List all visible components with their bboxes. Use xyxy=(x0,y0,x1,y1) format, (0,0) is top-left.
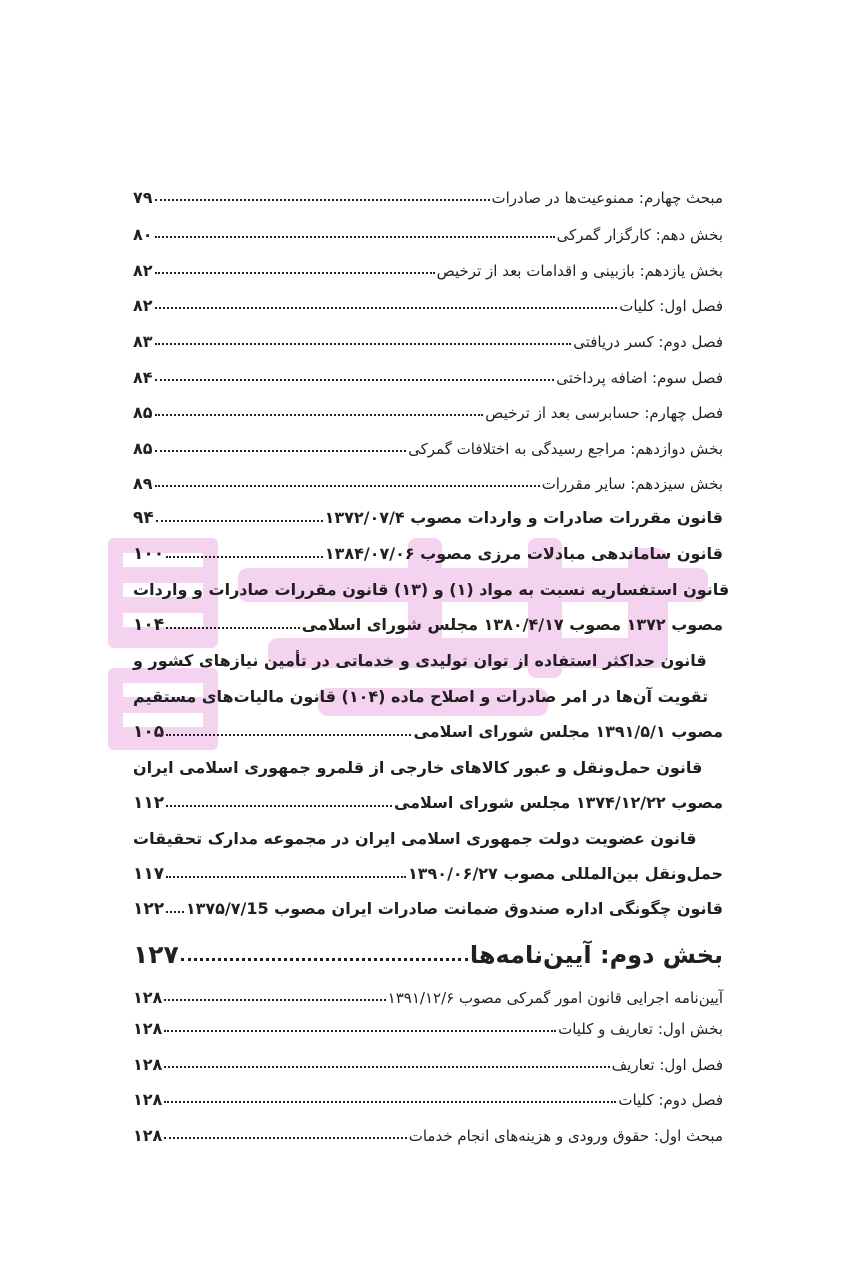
toc-page-number: ۸۲ xyxy=(133,261,153,280)
toc-page-number: ۱۲۲ xyxy=(133,899,165,919)
toc-entry-title: مصوب ۱۳۷۴/۱۲/۲۲ مجلس شورای اسلامی xyxy=(393,793,723,812)
toc-entry-title: مبحث چهارم: ممنوعیت‌ها در صادرات xyxy=(491,189,723,207)
dot-leader xyxy=(155,448,407,452)
section-title: بخش دوم: آیین‌نامه‌ها xyxy=(469,941,723,969)
toc-entry xyxy=(133,988,723,1007)
toc-entry-law-line: قانون استفساریه نسبت به مواد (۱) و (۱۳) قانون مقررات صادرات و واردات xyxy=(133,580,730,599)
toc-page-number: ۸۴ xyxy=(133,368,153,387)
dot-leader xyxy=(155,234,555,238)
toc-entry-title: مصوب ۱۳۷۲ مصوب ۱۳۸۰/۴/۱۷ مجلس شورای اسلامی xyxy=(301,615,723,634)
toc-entry xyxy=(133,439,723,458)
toc-page-number: ۸۹ xyxy=(133,474,153,493)
toc-entry-title: فصل دوم: کسر دریافتی xyxy=(573,333,723,351)
toc-entry xyxy=(133,1019,723,1038)
toc-entry-law xyxy=(133,722,723,742)
dot-leader xyxy=(155,305,618,309)
dot-leader xyxy=(156,518,323,522)
toc-entry-title: قانون مقررات صادرات و واردات مصوب ۱۳۷۲/۰۷/۴ xyxy=(324,508,723,527)
toc-entry-law xyxy=(133,615,723,635)
toc-entry-law xyxy=(133,793,723,813)
toc-entry-title: بخش دوازدهم: مراجع رسیدگی به اختلافات گمرکی xyxy=(408,440,723,458)
dot-leader xyxy=(155,377,555,381)
dot-leader xyxy=(155,412,484,416)
dot-leader xyxy=(164,1028,556,1032)
toc-entry-law xyxy=(133,899,723,919)
toc-entry-title: بخش دهم: کارگزار گمرکی xyxy=(556,226,723,244)
toc-page-number: ۱۲۸ xyxy=(133,988,163,1007)
toc-entry xyxy=(133,296,723,315)
dot-leader xyxy=(155,341,572,345)
toc-entry-title: حمل‌ونقل بین‌المللی مصوب ۱۳۹۰/۰۶/۲۷ xyxy=(408,864,723,883)
toc-entry-title: فصل اول: کلیات xyxy=(619,297,723,315)
dot-leader xyxy=(155,197,490,201)
toc-entry-title: آیین‌نامه اجرایی قانون امور گمرکی مصوب ۱۳۹۱/۱۲/۶ xyxy=(387,989,723,1007)
toc-page-number: ۱۲۷ xyxy=(133,940,179,969)
toc-page-number: ۸۵ xyxy=(133,403,153,422)
dot-leader xyxy=(166,803,392,807)
toc-entry-law-line: تقویت آن‌ها در امر صادرات و اصلاح ماده (۱۰۴) قانون مالیات‌های مستقیم xyxy=(133,687,709,706)
dot-leader xyxy=(164,1099,616,1103)
toc-entry-law-line: قانون حمل‌ونقل و عبور کالاهای خارجی از قلمرو جمهوری اسلامی ایران xyxy=(133,758,703,777)
toc-entry-title: فصل سوم: اضافه پرداختی xyxy=(556,369,723,387)
toc-entry-title: بخش اول: تعاریف و کلیات xyxy=(558,1020,723,1038)
toc-page-number: ۱۱۲ xyxy=(133,793,165,813)
toc-page-number: ۹۴ xyxy=(133,508,154,528)
toc-entry-title: قانون ساماندهی مبادلات مرزی مصوب ۱۳۸۴/۰۷/۰۶ xyxy=(324,544,723,563)
dot-leader xyxy=(166,554,323,558)
toc-entry xyxy=(133,1055,723,1074)
toc-entry xyxy=(133,332,723,351)
toc-entry-law xyxy=(133,544,723,564)
toc-entry xyxy=(133,1126,723,1145)
toc-page-number: ۱۰۴ xyxy=(133,615,165,635)
dot-leader xyxy=(155,483,540,487)
dot-leader xyxy=(155,270,435,274)
dot-leader xyxy=(166,625,300,629)
toc-section-heading xyxy=(133,940,723,969)
toc-entry-title: فصل دوم: کلیات xyxy=(618,1091,723,1109)
toc-entry-law-line: قانون عضویت دولت جمهوری اسلامی ایران در مجموعه مدارک تحقیقات xyxy=(133,829,697,848)
toc-entry-title: فصل چهارم: حسابرسی بعد از ترخیص xyxy=(485,404,723,422)
dot-leader xyxy=(166,732,411,736)
dot-leader xyxy=(164,1064,609,1068)
dot-leader xyxy=(164,1135,406,1139)
toc-entry xyxy=(133,188,723,207)
toc-page-number: ۱۲۸ xyxy=(133,1090,163,1109)
toc-entry xyxy=(133,1090,723,1109)
toc-page-number: ۱۰۰ xyxy=(133,544,165,564)
toc-page-number: ۱۲۸ xyxy=(133,1019,163,1038)
toc-entry-title: فصل اول: تعاریف xyxy=(611,1056,723,1074)
toc-page-number: ۱۰۵ xyxy=(133,722,165,742)
toc-entry-title: بخش یازدهم: بازبینی و اقدامات بعد از ترخیص xyxy=(436,262,723,280)
dot-leader xyxy=(166,909,184,913)
toc-entry xyxy=(133,225,723,244)
toc-entry xyxy=(133,368,723,387)
toc-entry-law xyxy=(133,508,723,528)
toc-entry-title: مصوب ۱۳۹۱/۵/۱ مجلس شورای اسلامی xyxy=(413,722,723,741)
toc-entry-law-line: قانون حداکثر استفاده از توان تولیدی و خدماتی در تأمین نیازهای کشور و xyxy=(133,651,707,670)
toc-page-number: ۸۵ xyxy=(133,439,153,458)
toc-entry xyxy=(133,474,723,493)
toc-entry-title: مبحث اول: حقوق ورودی و هزینه‌های انجام خدمات xyxy=(408,1127,723,1145)
toc-page-number: ۸۳ xyxy=(133,332,153,351)
toc-page-number: ۱۲۸ xyxy=(133,1126,163,1145)
toc-page-number: ۱۱۷ xyxy=(133,864,165,884)
toc-page-number: ۷۹ xyxy=(133,188,153,207)
toc-entry xyxy=(133,403,723,422)
dot-leader xyxy=(166,874,406,878)
toc-page-number: ۸۲ xyxy=(133,296,153,315)
toc-entry-title: بخش سیزدهم: سایر مقررات xyxy=(541,475,723,493)
toc-entry xyxy=(133,261,723,280)
toc-entry-law xyxy=(133,864,723,884)
toc-page-number: ۱۲۸ xyxy=(133,1055,163,1074)
dot-leader xyxy=(164,997,385,1001)
dot-leader xyxy=(181,956,468,961)
toc-page-number: ۸۰ xyxy=(133,225,153,244)
toc-entry-title: قانون چگونگی اداره صندوق ضمانت صادرات ایران مصوب ۱۳۷۵/۷/15 xyxy=(185,899,723,918)
